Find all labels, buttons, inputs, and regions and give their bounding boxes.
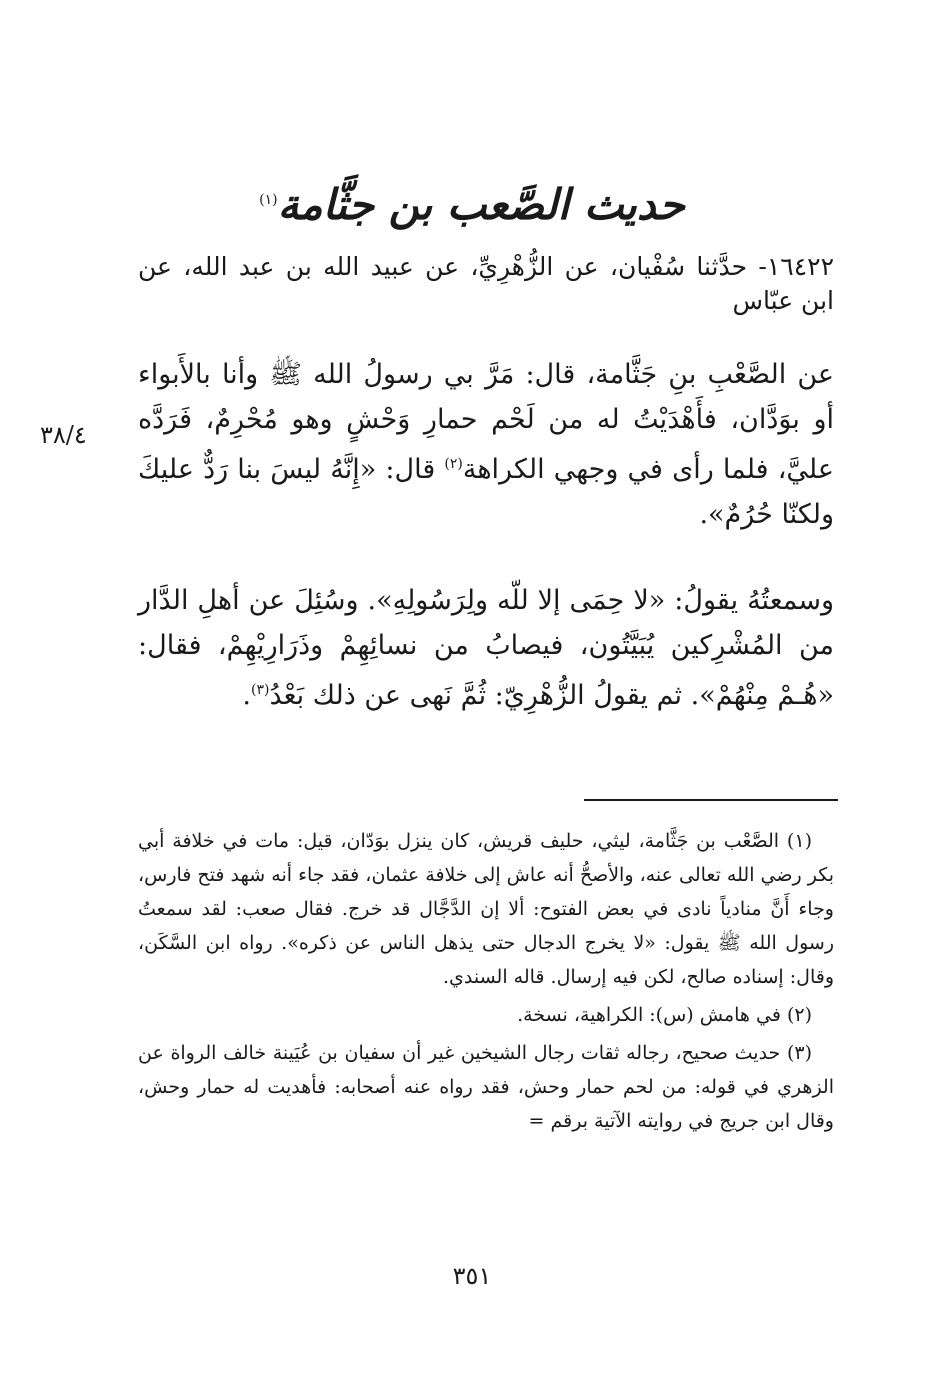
paragraph-2-end: . xyxy=(242,680,251,711)
paragraph-2-text: وسمعتُهُ يقولُ: «لا حِمَى إلا للّه ولِرَسُولِهِ». وسُئِلَ عن أهلِ الدَّار من المُشْرِكين يُبَيَّتُون، فيصابُ من نسائِهِمْ وذَرَارِيْهِمْ، فقال: «هُـمْ مِنْهُمْ». ثم يقولُ الزُّهْرِيّ: ثُمَّ نَهى عن ذلك بَعْدُ xyxy=(138,585,834,711)
paragraph-1-end: قال: «إِنَّهُ ليسَ بنا رَدٌّ عليكَ ولكنّا حُرُمٌ». xyxy=(138,454,834,530)
footnote-divider xyxy=(584,799,838,801)
margin-reference: ٣٨/٤ xyxy=(40,421,87,449)
footnote-3: (٣) حديث صحيح، رجاله ثقات رجال الشيخين غير أن سفيان بن عُيَينة خالف الرواة عن الزهري في قوله: من لحم حمار وحش، فقد رواه عنه أصحابه: فأهديت له حمار وحش، وقال ابن جريج في روايته الآتية برقم = xyxy=(138,1042,834,1132)
title-text: حديث الصَّعب بن جثَّامة xyxy=(277,180,685,229)
paragraph-1-text: عن الصَّعْبِ بنِ جَثَّامة، قال: مَرَّ بي رسولُ الله ﷺ وأنا بالأَبواء أو بوَدَّان، فأَهْدَيْتُ له من لَحْم حمارِ وَحْشٍ وهو مُحْرِمٌ، فَرَدَّه عليَّ، فلما رأى في وجهي الكراهة xyxy=(138,359,834,485)
footnote-2: (٢) في هامش (س): الكراهية، نسخة. xyxy=(517,1004,812,1026)
page-number: ٣٥١ xyxy=(452,1262,492,1290)
title-footnote-marker: (١) xyxy=(259,192,278,208)
footnote-1: (١) الصَّعْب بن جَثَّامة، ليثي، حليف قريش، كان ينزل بوَدّان، قيل: مات في خلافة أبي بكر رضي الله تعالى عنه، والأصحُّ أنه عاش إلى خلافة عثمان، فقد جاء أنه شهد فتح فارس، وجاء أَنَّ منادياً نادى في بعض الفتوح: ألا إن الدَّجَّال قد خرج. فقال صعب: لقد سمعتُ رسول الله ﷺ يقول: «لا يخرج الدجال حتى يذهل الناس عن ذكره». رواه ابن السَّكَن، وقال: إسناده صالح، لكن فيه إرسال. قاله السندي. xyxy=(138,830,834,988)
isnad-chain: ١٦٤٢٢- حدَّثنا سُفْيان، عن الزُّهْرِيِّ، عن عبيد الله بن عبد الله، عن ابن عبّاس xyxy=(138,252,834,315)
hadith-title xyxy=(200,172,744,233)
footnotes xyxy=(138,824,834,1142)
hadith-paragraph-1 xyxy=(138,352,834,537)
footnote-marker-3: (٣) xyxy=(250,682,270,698)
hadith-paragraph-2 xyxy=(138,578,834,718)
footnote-marker-2: (٢) xyxy=(444,456,463,472)
